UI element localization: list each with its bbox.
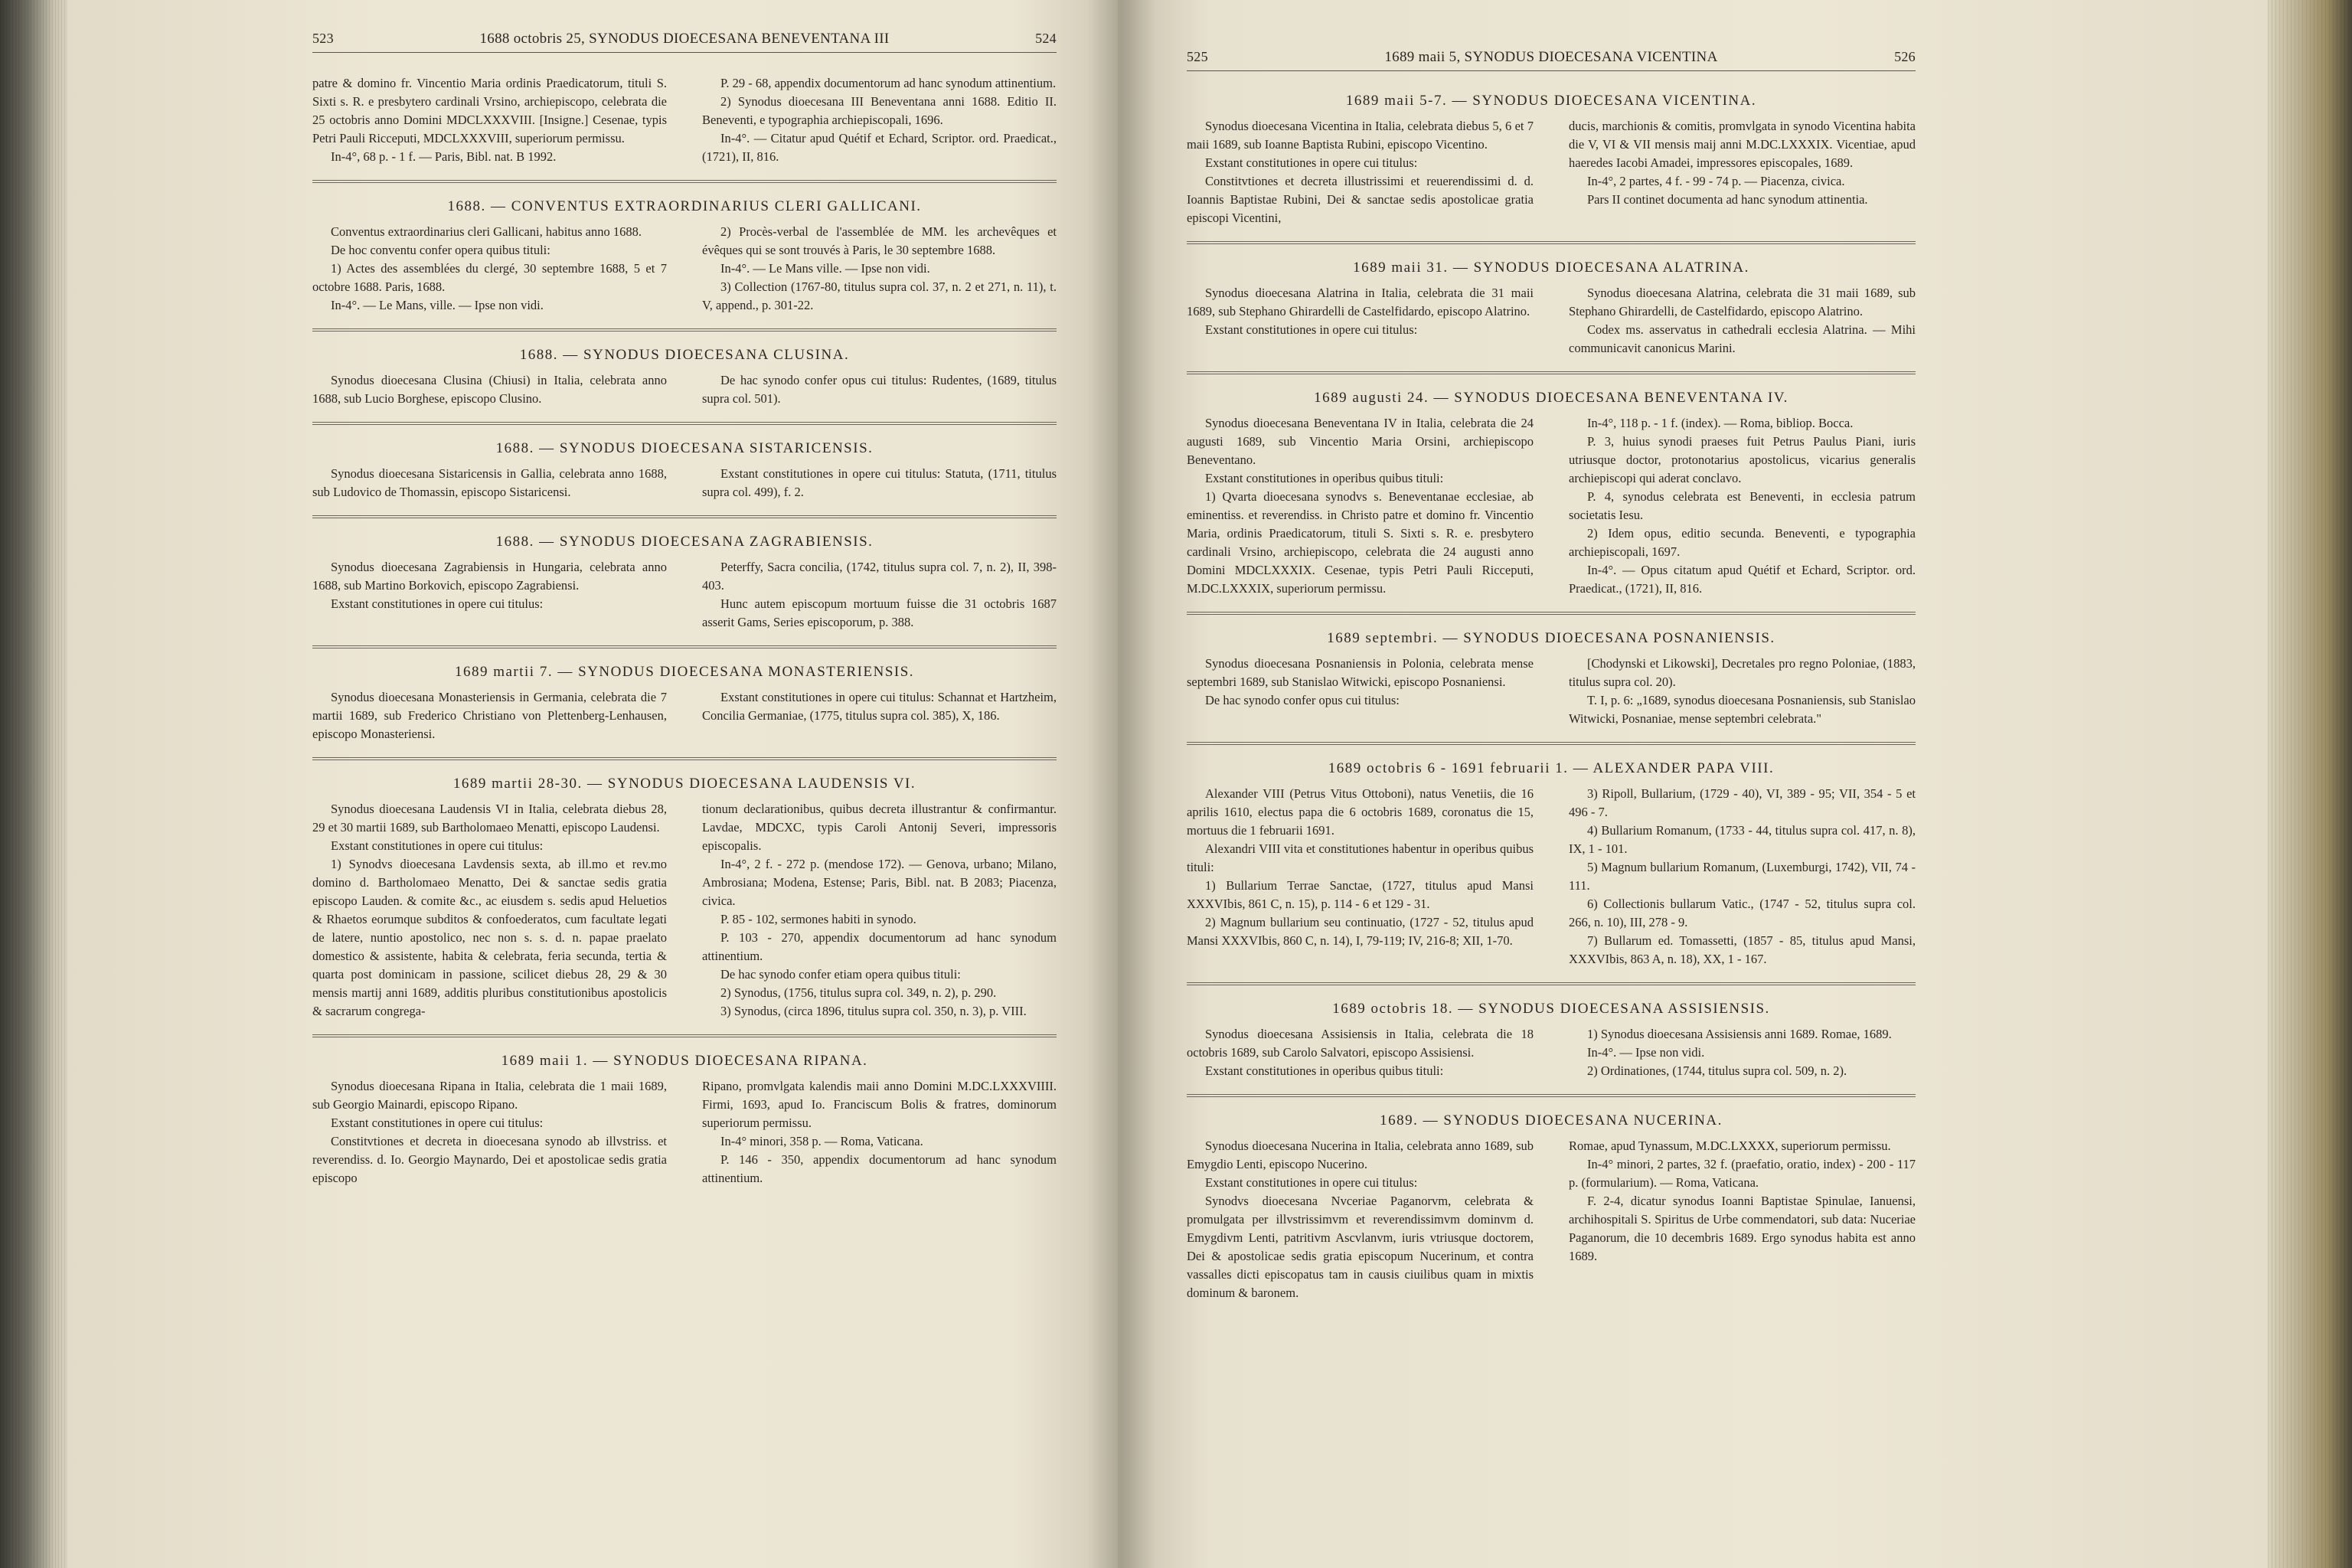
paragraph: 1) Actes des assemblées du clergé, 30 septembre 1688, 5 et 7 octobre 1688. Paris, 1688.	[312, 261, 667, 294]
entry-title: 1689 maii 1. — SYNODUS DIOECESANA RIPANA.	[501, 1053, 868, 1069]
entry-title: 1688. — SYNODUS DIOECESANA CLUSINA.	[519, 347, 850, 363]
divider	[312, 52, 1057, 53]
paragraph: P. 3, huius synodi praeses fuit Petrus Paulus Piani, iuris utriusque doctor, protonotarius apostolicus, vicarius generalis archiepiscopi qui aderat conclavo.	[1569, 434, 1916, 485]
entry	[312, 347, 1057, 408]
paragraph: 3) Collection (1767-80, titulus supra col. 37, n. 2 et 271, n. 11), t. V, append., p. 301-22.	[702, 279, 1057, 312]
paragraph: Synodus dioecesana Ripana in Italia, celebrata die 1 maii 1689, sub Georgio Mainardi, episcopo Ripano.	[312, 1079, 667, 1112]
paragraph: Synodus dioecesana Posnaniensis in Polonia, celebrata mense septembri 1689, sub Stanislao Witwicki, episcopo Posnaniensi.	[1187, 656, 1534, 689]
divider	[1187, 612, 1916, 615]
paragraph: Synodus dioecesana Monasteriensis in Germania, celebrata die 7 martii 1689, sub Frederico Christiano von Plettenberg-Lenhausen, episcopo Monasteriensi.	[312, 690, 667, 741]
paragraph: P. 146 - 350, appendix documentorum ad hanc synodum attinentium.	[702, 1152, 1057, 1185]
paragraph: In-4°. — Opus citatum apud Quétif et Echard, Scriptor. ord. Praedicat., (1721), II, 816.	[1569, 563, 1916, 596]
entry-title: 1688. — SYNODUS DIOECESANA ZAGRABIENSIS.	[495, 534, 874, 550]
entry-left-column	[312, 371, 667, 408]
paragraph: Exstant constitutiones in opere cui titulus:	[331, 596, 544, 611]
entry-right-column	[702, 688, 1057, 743]
paragraph: ducis, marchionis & comitis, promvlgata in synodo Vicentina habita die V, VI & VII mensis maij anni M.DC.LXXXIX. Vicentiae, apud haeredes Iacobi Amadei, impressores episcopales, 1689.	[1569, 119, 1916, 170]
entry-right-column	[702, 1077, 1057, 1187]
paragraph: Exstant constitutiones in opere cui titulus:	[331, 838, 544, 853]
entry-left-column	[312, 800, 667, 1021]
entry-title: 1688. — CONVENTUS EXTRAORDINARIUS CLERI GALLICANI.	[447, 198, 922, 214]
divider	[1187, 371, 1916, 374]
entry-left-column	[1187, 117, 1534, 227]
entry-left-column	[1187, 284, 1534, 358]
running-head-title: 1688 octobris 25, SYNODUS DIOECESANA BENEVENTANA III	[479, 31, 890, 47]
divider	[1187, 70, 1916, 71]
divider	[312, 422, 1057, 425]
entry-left-column	[312, 465, 667, 501]
page-number: 525	[1187, 49, 1208, 64]
paragraph: In-4°, 2 partes, 4 f. - 99 - 74 p. — Piacenza, civica.	[1587, 174, 1845, 188]
paragraph: 3) Ripoll, Bullarium, (1729 - 40), VI, 389 - 95; VII, 354 - 5 et 496 - 7.	[1569, 786, 1916, 819]
paragraph: Exstant constitutiones in opere cui titulus: Statuta, (1711, titulus supra col. 499), f. 2.	[702, 466, 1057, 499]
entry-right-column	[1569, 1137, 1916, 1302]
paragraph: 2) Procès-verbal de l'assemblée de MM. les archevêques et évêques qui se sont trouvés à Paris, le 30 septembre 1688.	[702, 224, 1057, 257]
paragraph: 3) Synodus, (circa 1896, titulus supra col. 350, n. 3), p. VIII.	[720, 1004, 1027, 1018]
entry-title: 1689 maii 31. — SYNODUS DIOECESANA ALATRINA.	[1353, 260, 1749, 276]
paragraph: 1) Synodvs dioecesana Lavdensis sexta, ab ill.mo et rev.mo domino d. Bartholomaeo Menatto, Dei & sanctae sedis gratia episcopo Lauden. & comite &c., ac eiusdem s. sedis apud Heluetios & Rhaetos eorumque subditos & confoederatos, cum facultate legati de latere, nuntio apostolico, nec non s. s. d. n. papae praelato domestico & assistente, habita & celebrata, feria secunda, tertia & quarta post dominicam in passione, scilicet diebus 28, 29 & 30 mensis martij anni 1689, additis pluribus constitutionibus apostolicis & sacrarum congrega-	[312, 857, 667, 1018]
paragraph: [Chodynski et Likowski], Decretales pro regno Poloniae, (1883, titulus supra col. 20).	[1569, 656, 1916, 689]
paragraph: Synodus dioecesana Beneventana IV in Italia, celebrata die 24 augusti 1689, sub Vincentio Maria Orsini, archiepiscopo Beneventano.	[1187, 416, 1534, 467]
paragraph: Exstant constitutiones in operibus quibus tituli:	[1205, 471, 1444, 485]
running-head	[312, 31, 1057, 47]
paragraph: 2) Idem opus, editio secunda. Beneventi, e typographia archiepiscopali, 1697.	[1569, 526, 1916, 559]
divider	[312, 645, 1057, 648]
entry	[312, 776, 1057, 1021]
entry-right-column	[702, 800, 1057, 1021]
paragraph: P. 29 - 68, appendix documentorum ad hanc synodum attinentium.	[720, 76, 1057, 90]
entry-right-column	[1569, 117, 1916, 227]
entry-right-column	[1569, 655, 1916, 728]
paragraph: P. 4, synodus celebrata est Beneventi, in ecclesia patrum societatis Iesu.	[1569, 489, 1916, 522]
entry	[312, 198, 1057, 315]
paragraph: Exstant constitutiones in opere cui titulus:	[1205, 1175, 1418, 1190]
paragraph: Synodus dioecesana Alatrina in Italia, celebrata die 31 maii 1689, sub Stephano Ghirardelli de Castelfidardo, episcopo Alatrino.	[1187, 286, 1534, 318]
entry-left-column	[1187, 655, 1534, 728]
entry	[1187, 630, 1916, 728]
paragraph: Romae, apud Tynassum, M.DC.LXXXX, superiorum permissu.	[1569, 1138, 1891, 1153]
paragraph: In-4°. — Ipse non vidi.	[1587, 1045, 1705, 1060]
entry-left-column	[312, 688, 667, 743]
entry-right-column	[1569, 785, 1916, 969]
entry-right-column	[1569, 1025, 1916, 1080]
paragraph: In-4°. — Le Mans, ville. — Ipse non vidi.	[331, 298, 544, 312]
paragraph: In-4°, 2 f. - 272 p. (mendose 172). — Genova, urbano; Milano, Ambrosiana; Modena, Estense; Paris, Bibl. nat. B 2083; Piacenza, civica.	[702, 857, 1057, 908]
divider	[1187, 241, 1916, 244]
entry-left-column	[1187, 414, 1534, 598]
divider	[1187, 742, 1916, 745]
paragraph: Synodus dioecesana Laudensis VI in Italia, celebrata diebus 28, 29 et 30 martii 1689, sub Bartholomaeo Menatti, episcopo Laudensi.	[312, 802, 667, 835]
entry-right-column	[702, 371, 1057, 408]
paragraph: De hoc conventu confer opera quibus tituli:	[331, 243, 550, 257]
paragraph: 2) Synodus, (1756, titulus supra col. 349, n. 2), p. 290.	[720, 985, 997, 1000]
entry-right-column	[702, 223, 1057, 315]
paragraph: 6) Collectionis bullarum Vatic., (1747 - 52, titulus supra col. 266, n. 10), III, 278 - 9.	[1569, 897, 1916, 929]
paragraph: 1) Synodus dioecesana Assisiensis anni 1689. Romae, 1689.	[1587, 1027, 1892, 1041]
divider	[312, 757, 1057, 760]
paragraph: In-4° minori, 2 partes, 32 f. (praefatio, oratio, index) - 200 - 117 p. (formularium). — Roma, Vaticana.	[1569, 1157, 1916, 1190]
paragraph: tionum declarationibus, quibus decreta illustrantur & confirmantur. Lavdae, MDCXC, typis Caroli Antonij Severi, impressoris episcopalis.	[702, 802, 1057, 853]
entry-title: 1689 octobris 18. — SYNODUS DIOECESANA ASSISIENSIS.	[1332, 1001, 1770, 1017]
paragraph: P. 85 - 102, sermones habiti in synodo.	[720, 912, 916, 926]
paragraph: In-4°. — Citatur apud Quétif et Echard, Scriptor. ord. Praedicat., (1721), II, 816.	[702, 131, 1057, 164]
paragraph: Peterffy, Sacra concilia, (1742, titulus supra col. 7, n. 2), II, 398-403.	[702, 560, 1057, 593]
paragraph: Exstant constitutiones in opere cui titulus:	[1205, 155, 1418, 170]
paragraph: 2) Synodus dioecesana III Beneventana anni 1688. Editio II. Beneventi, e typographia archiepiscopali, 1696.	[702, 94, 1057, 127]
entry	[1187, 93, 1916, 227]
paragraph: Alexander VIII (Petrus Vitus Ottoboni), natus Venetiis, die 16 aprilis 1610, electus papa die 6 octobris 1689, coronatus die 15, mortuus die 1 februarii 1691.	[1187, 786, 1534, 838]
paragraph: Exstant constitutiones in opere cui titulus: Schannat et Hartzheim, Concilia Germaniae, (1775, titulus supra col. 385), X, 186.	[702, 690, 1057, 723]
entry	[312, 1053, 1057, 1187]
paragraph: De hac synodo confer opus cui titulus: Rudentes, (1689, titulus supra col. 501).	[702, 373, 1057, 406]
entry-left-column	[1187, 1025, 1534, 1080]
paragraph: De hac synodo confer etiam opera quibus tituli:	[720, 967, 961, 982]
paragraph: Synodus dioecesana Nucerina in Italia, celebrata anno 1689, sub Emygdio Lenti, episcopo Nucerino.	[1187, 1138, 1534, 1171]
entry	[1187, 1001, 1916, 1080]
paragraph: 1) Qvarta dioecesana synodvs s. Beneventanae ecclesiae, ab eminentiss. et reverendiss. in Christo patre et domino fr. Vincentio Maria, ordinis Praedicatorum, tituli S. Sixti s. R. e. presbytero cardinali Vrsino, archiepiscopo, celebrata die 24 augusti anno Domini MDCLXXXIX. Cesenae, typis Petri Pauli Ricceputi, M.DC.LXXXIX, superiorum permissu.	[1187, 489, 1534, 596]
paragraph: In-4° minori, 358 p. — Roma, Vaticana.	[720, 1134, 923, 1148]
entry-title: 1689. — SYNODUS DIOECESANA NUCERINA.	[1380, 1112, 1723, 1129]
paragraph: Hunc autem episcopum mortuum fuisse die 31 octobris 1687 asserit Gams, Series episcoporum, p. 388.	[702, 596, 1057, 629]
entry	[1187, 760, 1916, 969]
divider	[312, 1034, 1057, 1037]
entry-left-column	[312, 223, 667, 315]
page-number: 523	[312, 31, 334, 46]
page-number: 524	[1035, 31, 1057, 46]
book-page-edges-left	[0, 0, 67, 1568]
paragraph: Synodvs dioecesana Nvceriae Paganorvm, celebrata & promulgata per illvstrissimvm et reverendissimvm dominvm d. Emygdivm Lenti, patritivm Ascvlanvm, iuris vtriusque doctorem, Dei & apostolicae sedis gratia episcopum Nucerinum, et contra vassalles dicti episcopatus tam in causis ciuilibus quam in mixtis dominum & baronem.	[1187, 1194, 1534, 1300]
entry	[312, 534, 1057, 632]
paragraph: In-4°, 68 p. - 1 f. — Paris, Bibl. nat. B 1992.	[331, 149, 557, 164]
paragraph: Ripano, promvlgata kalendis maii anno Domini M.DC.LXXXVIIII. Firmi, 1693, apud Io. Franciscum Bolis & fratres, dominorum superiorum permissu.	[702, 1079, 1057, 1130]
divider	[1187, 1094, 1916, 1097]
entry-title: 1689 octobris 6 - 1691 februarii 1. — ALEXANDER PAPA VIII.	[1328, 760, 1775, 776]
paragraph: 2) Ordinationes, (1744, titulus supra col. 509, n. 2).	[1587, 1063, 1847, 1078]
entry-right-column	[702, 558, 1057, 632]
paragraph: 4) Bullarium Romanum, (1733 - 44, titulus supra col. 417, n. 8), IX, 1 - 101.	[1569, 823, 1916, 856]
paragraph: Pars II continet documenta ad hanc synodum attinentia.	[1587, 192, 1868, 207]
entry	[312, 664, 1057, 743]
paragraph: In-4°, 118 p. - 1 f. (index). — Roma, bibliop. Bocca.	[1587, 416, 1854, 430]
entry-right-column	[1569, 284, 1916, 358]
divider	[312, 515, 1057, 518]
entry-title: 1689 septembri. — SYNODUS DIOECESANA POSNANIENSIS.	[1327, 630, 1775, 646]
paragraph: Synodus dioecesana Sistaricensis in Gallia, celebrata anno 1688, sub Ludovico de Thomassin, episcopo Sistaricensi.	[312, 466, 667, 499]
page-number: 526	[1894, 49, 1916, 64]
divider	[312, 328, 1057, 332]
paragraph: 1) Bullarium Terrae Sanctae, (1727, titulus apud Mansi XXXVIbis, 861 C, n. 15), p. 114 - 6 et 129 - 31.	[1187, 878, 1534, 911]
paragraph: Synodus dioecesana Vicentina in Italia, celebrata diebus 5, 6 et 7 maii 1689, sub Ioanne Baptista Rubini, episcopo Vicentino.	[1187, 119, 1534, 152]
entry-right-column	[1569, 414, 1916, 598]
paragraph: Codex ms. asservatus in cathedrali ecclesia Alatrina. — Mihi communicavit canonicus Marini.	[1569, 322, 1916, 355]
paragraph: Exstant constitutiones in operibus quibus tituli:	[1205, 1063, 1444, 1078]
paragraph: Synodus dioecesana Assisiensis in Italia, celebrata die 18 octobris 1689, sub Carolo Salvatori, episcopo Assisiensi.	[1187, 1027, 1534, 1060]
entry	[1187, 260, 1916, 358]
entry-continuation	[312, 74, 1057, 166]
entry-title: 1688. — SYNODUS DIOECESANA SISTARICENSIS.	[495, 440, 874, 456]
entry-title: 1689 augusti 24. — SYNODUS DIOECESANA BENEVENTANA IV.	[1314, 390, 1788, 406]
running-head	[1187, 49, 1916, 66]
entry-left-column	[312, 1077, 667, 1187]
paragraph: 7) Bullarum ed. Tomassetti, (1857 - 85, titulus apud Mansi, XXXVIbis, 863 A, n. 18), XX, 1 - 167.	[1569, 933, 1916, 966]
divider	[312, 180, 1057, 183]
paragraph: 2) Magnum bullarium seu continuatio, (1727 - 52, titulus apud Mansi XXXVIbis, 860 C, n. 14), I, 79-119; IV, 216-8; XII, 1-70.	[1187, 915, 1534, 948]
paragraph: P. 103 - 270, appendix documentorum ad hanc synodum attinentium.	[702, 930, 1057, 963]
paragraph: Synodus dioecesana Alatrina, celebrata die 31 maii 1689, sub Stephano Ghirardelli, de Castelfidardo, episcopo Alatrino.	[1569, 286, 1916, 318]
paragraph: patre & domino fr. Vincentio Maria ordinis Praedicatorum, tituli S. Sixti s. R. e presbytero cardinali Vrsino, archiepiscopo, celebrata die 25 octobris anno Domini MDCLXXXVIII. [Insigne.] Cesenae, typis Petri Pauli Ricceputi, MDCLXXXVIII, superiorum permissu.	[312, 76, 667, 145]
left-page	[67, 0, 1118, 1568]
paragraph: Exstant constitutiones in opere cui titulus:	[1205, 322, 1418, 337]
paragraph: 5) Magnum bullarium Romanum, (Luxemburgi, 1742), VII, 74 - 111.	[1569, 860, 1916, 893]
entry-title: 1689 martii 7. — SYNODUS DIOECESANA MONASTERIENSIS.	[454, 664, 915, 680]
paragraph: Constitvtiones et decreta illustrissimi et reuerendissimi d. d. Ioannis Baptistae Rubini, Dei & sanctae sedis apostolicae gratia episcopi Vicentini,	[1187, 174, 1534, 225]
entry-right-column	[702, 74, 1057, 166]
paragraph: Synodus dioecesana Zagrabiensis in Hungaria, celebrata anno 1688, sub Martino Borkovich, episcopo Zagrabiensi.	[312, 560, 667, 593]
paragraph: F. 2-4, dicatur synodus Ioanni Baptistae Spinulae, Ianuensi, archihospitali S. Spiritus de Urbe commendatori, sub data: Nuceriae Paganorum, die 10 decembris 1689. Ergo synodus habita est anno 1689.	[1569, 1194, 1916, 1263]
paragraph: De hac synodo confer opus cui titulus:	[1205, 693, 1400, 707]
entry	[1187, 1112, 1916, 1302]
paragraph: Constitvtiones et decreta in dioecesana synodo ab illvstriss. et reverendiss. d. Io. Georgio Maynardo, Dei et apostolicae sedis gratia episcopo	[312, 1134, 667, 1185]
entry-left-column	[312, 74, 667, 166]
entry-left-column	[1187, 1137, 1534, 1302]
paragraph: Synodus dioecesana Clusina (Chiusi) in Italia, celebrata anno 1688, sub Lucio Borghese, episcopo Clusino.	[312, 373, 667, 406]
paragraph: Conventus extraordinarius cleri Gallicani, habitus anno 1688.	[331, 224, 642, 239]
entry	[312, 440, 1057, 501]
book-page-edges-right	[2268, 0, 2352, 1568]
right-page	[1118, 0, 2268, 1568]
divider	[1187, 982, 1916, 985]
entry-title: 1689 martii 28-30. — SYNODUS DIOECESANA LAUDENSIS VI.	[452, 776, 916, 792]
entry-left-column	[312, 558, 667, 632]
paragraph: Exstant constitutiones in opere cui titulus:	[331, 1116, 544, 1130]
entry-title: 1689 maii 5-7. — SYNODUS DIOECESANA VICENTINA.	[1345, 93, 1757, 109]
entry	[1187, 390, 1916, 598]
running-head-title: 1689 maii 5, SYNODUS DIOECESANA VICENTINA	[1384, 49, 1718, 65]
paragraph: T. I, p. 6: „1689, synodus dioecesana Posnaniensis, sub Stanislao Witwicki, Posnaniae, mense septembri celebrata."	[1569, 693, 1916, 726]
paragraph: In-4°. — Le Mans ville. — Ipse non vidi.	[720, 261, 930, 276]
paragraph: Alexandri VIII vita et constitutiones habentur in operibus quibus tituli:	[1187, 841, 1534, 874]
entry-left-column	[1187, 785, 1534, 969]
entry-right-column	[702, 465, 1057, 501]
